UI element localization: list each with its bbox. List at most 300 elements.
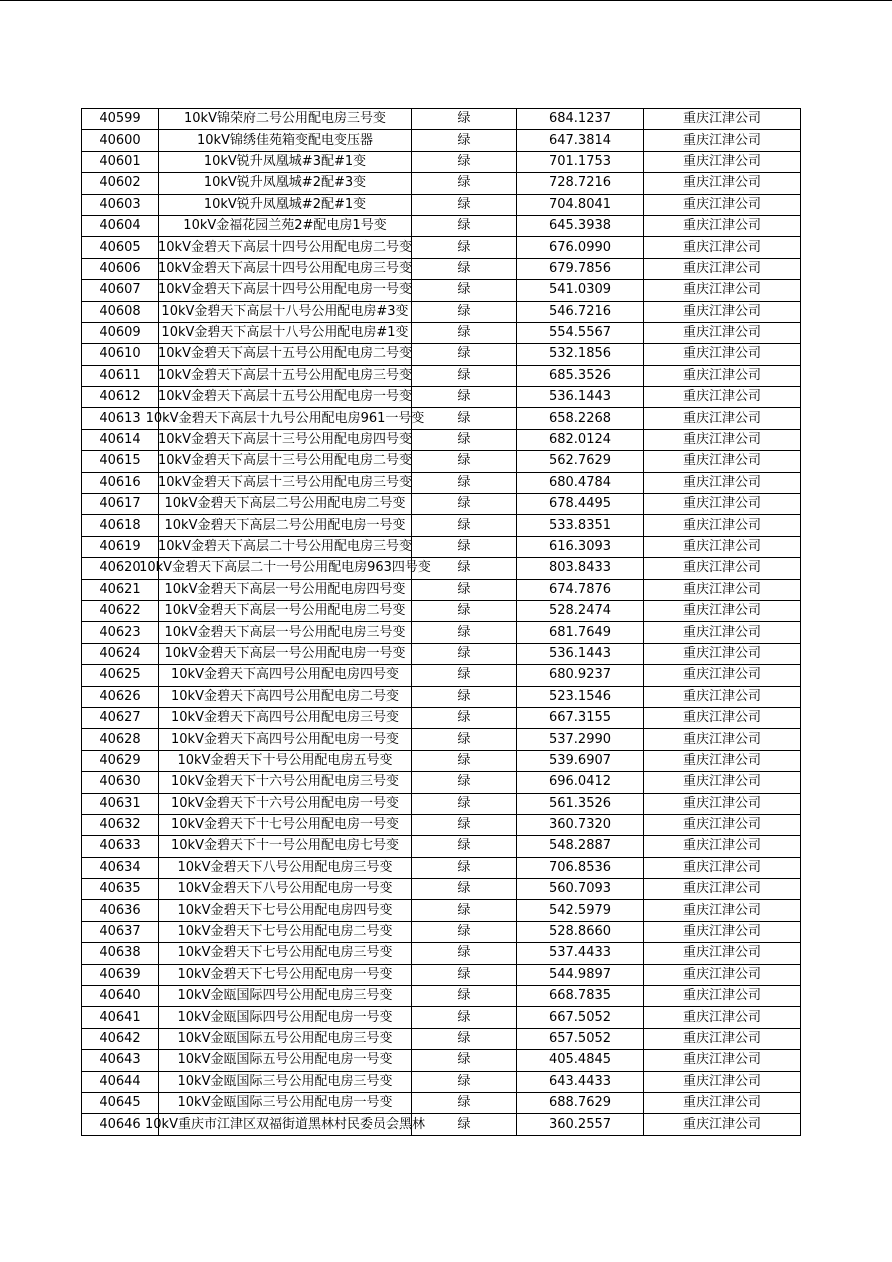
- row-value-cell-text: 676.0990: [548, 239, 612, 255]
- row-id-cell: [82, 515, 159, 536]
- row-name-cell: [159, 1071, 412, 1092]
- row-name-cell: [159, 964, 412, 985]
- row-value-cell-text: 548.2887: [548, 838, 612, 854]
- row-id-cell-text: 40638: [99, 945, 141, 961]
- row-name-cell: [159, 793, 412, 814]
- row-color-cell-text: 绿: [457, 496, 471, 512]
- row-id-cell-text: 40612: [99, 389, 141, 405]
- row-company-cell: [644, 408, 801, 429]
- row-company-cell: [644, 793, 801, 814]
- row-name-cell-text: 10kV金瓯国际五号公用配电房三号变: [177, 1030, 393, 1046]
- row-name-cell: [159, 1092, 412, 1113]
- row-id-cell-text: 40640: [99, 988, 141, 1004]
- row-id-cell: [82, 1092, 159, 1113]
- row-company-cell: [644, 387, 801, 408]
- row-color-cell-text: 绿: [457, 560, 471, 576]
- row-id-cell-text: 40604: [99, 218, 141, 234]
- row-color-cell-text: 绿: [457, 111, 471, 127]
- row-name-cell: [159, 109, 412, 130]
- row-id-cell: [82, 494, 159, 515]
- row-id-cell: [82, 964, 159, 985]
- row-value-cell: [517, 215, 644, 236]
- row-company-cell: [644, 344, 801, 365]
- row-company-cell: [644, 194, 801, 215]
- row-company-cell-text: 重庆江津公司: [682, 560, 761, 576]
- row-company-cell: [644, 1028, 801, 1049]
- row-name-cell: [159, 322, 412, 343]
- row-id-cell-text: 40618: [99, 517, 141, 533]
- row-color-cell-text: 绿: [457, 282, 471, 298]
- row-value-cell-text: 536.1443: [548, 389, 612, 405]
- row-value-cell: [517, 1050, 644, 1071]
- row-name-cell: [159, 280, 412, 301]
- row-id-cell-text: 40610: [99, 346, 141, 362]
- row-color-cell: [412, 280, 517, 301]
- table-row: [82, 750, 801, 771]
- row-value-cell-text: 523.1546: [548, 688, 612, 704]
- row-color-cell-text: 绿: [457, 1030, 471, 1046]
- row-value-cell: [517, 280, 644, 301]
- row-name-cell-text: 10kV金碧天下高层十四号公用配电房三号变: [158, 260, 412, 276]
- table-row: [82, 429, 801, 450]
- row-name-cell-text: 10kV金碧天下高层二十一号公用配电房963四号变: [139, 560, 431, 576]
- row-value-cell-text: 657.5052: [548, 1030, 612, 1046]
- row-color-cell-text: 绿: [457, 752, 471, 768]
- row-company-cell: [644, 280, 801, 301]
- row-id-cell-text: 40625: [99, 667, 141, 683]
- row-company-cell: [644, 558, 801, 579]
- row-name-cell-text: 10kV金碧天下十一号公用配电房七号变: [171, 838, 399, 854]
- row-color-cell-text: 绿: [457, 902, 471, 918]
- table-row: [82, 109, 801, 130]
- row-value-cell: [517, 964, 644, 985]
- row-id-cell-text: 40619: [99, 539, 141, 554]
- row-company-cell: [644, 686, 801, 707]
- row-company-cell-text: 重庆江津公司: [682, 859, 761, 875]
- row-company-cell-text: 重庆江津公司: [682, 945, 761, 961]
- row-value-cell: [517, 836, 644, 857]
- row-id-cell-text: 40633: [99, 838, 141, 854]
- row-company-cell: [644, 1071, 801, 1092]
- row-value-cell-text: 696.0412: [548, 774, 612, 790]
- row-id-cell-text: 40613: [99, 410, 141, 426]
- row-color-cell-text: 绿: [457, 881, 471, 897]
- table-row: [82, 494, 801, 515]
- row-color-cell: [412, 472, 517, 493]
- row-color-cell: [412, 130, 517, 151]
- row-company-cell-text: 重庆江津公司: [682, 1030, 761, 1046]
- row-company-cell-text: 重庆江津公司: [682, 752, 761, 768]
- row-color-cell-text: 绿: [457, 710, 471, 726]
- row-value-cell-text: 682.0124: [548, 432, 612, 448]
- row-id-cell: [82, 301, 159, 322]
- table-row: [82, 130, 801, 151]
- row-name-cell-text: 10kV金碧天下高四号公用配电房一号变: [171, 731, 399, 747]
- row-company-cell-text: 重庆江津公司: [682, 688, 761, 704]
- row-id-cell-text: 40644: [99, 1073, 141, 1089]
- row-company-cell: [644, 1092, 801, 1113]
- row-value-cell-text: 679.7856: [548, 260, 612, 276]
- row-company-cell: [644, 707, 801, 728]
- row-id-cell-text: 40611: [99, 367, 141, 383]
- row-name-cell-text: 10kV金碧天下十号公用配电房五号变: [177, 752, 393, 768]
- row-company-cell: [644, 515, 801, 536]
- row-color-cell: [412, 301, 517, 322]
- row-id-cell: [82, 130, 159, 151]
- row-value-cell-text: 528.2474: [548, 603, 612, 619]
- row-name-cell: [159, 515, 412, 536]
- row-company-cell-text: 重庆江津公司: [682, 1095, 761, 1111]
- row-id-cell: [82, 857, 159, 878]
- row-id-cell: [82, 879, 159, 900]
- row-company-cell-text: 重庆江津公司: [682, 410, 761, 426]
- row-value-cell: [517, 750, 644, 771]
- row-name-cell-text: 10kV重庆市江津区双福街道黑林村民委员会黑林: [145, 1116, 425, 1132]
- row-company-cell: [644, 451, 801, 472]
- row-name-cell: [145, 408, 425, 429]
- row-company-cell: [644, 986, 801, 1007]
- row-company-cell-text: 重庆江津公司: [682, 902, 761, 918]
- row-company-cell: [644, 258, 801, 279]
- row-value-cell: [517, 1007, 644, 1028]
- row-color-cell-text: 绿: [457, 945, 471, 961]
- row-company-cell: [644, 151, 801, 172]
- row-id-cell: [82, 1071, 159, 1092]
- row-name-cell-text: 10kV金碧天下高层一号公用配电房一号变: [164, 645, 406, 661]
- row-company-cell: [644, 879, 801, 900]
- row-company-cell: [644, 494, 801, 515]
- row-color-cell-text: 绿: [457, 838, 471, 854]
- row-id-cell: [82, 707, 159, 728]
- row-name-cell-text: 10kV金碧天下高层十八号公用配电房#3变: [161, 303, 409, 319]
- row-company-cell-text: 重庆江津公司: [682, 774, 761, 790]
- row-value-cell-text: 667.5052: [548, 1009, 612, 1025]
- row-color-cell: [412, 387, 517, 408]
- table-row: [82, 836, 801, 857]
- row-color-cell: [412, 258, 517, 279]
- row-company-cell: [644, 301, 801, 322]
- row-name-cell-text: 10kV金碧天下高层十五号公用配电房二号变: [158, 346, 412, 362]
- row-name-cell-text: 10kV金碧天下高层十三号公用配电房四号变: [158, 432, 412, 448]
- table-row: [82, 258, 801, 279]
- row-id-cell-text: 40615: [99, 453, 141, 469]
- row-value-cell-text: 645.3938: [548, 218, 612, 234]
- row-name-cell-text: 10kV金碧天下十六号公用配电房三号变: [171, 774, 399, 790]
- table-row: [82, 451, 801, 472]
- row-color-cell-text: 绿: [457, 817, 471, 833]
- row-company-cell-text: 重庆江津公司: [682, 389, 761, 405]
- row-id-cell-text: 40599: [99, 111, 141, 127]
- row-id-cell-text: 40614: [99, 432, 141, 448]
- row-company-cell-text: 重庆江津公司: [682, 795, 761, 811]
- row-id-cell-text: 40629: [99, 752, 141, 768]
- row-id-cell-text: 40645: [99, 1095, 141, 1111]
- row-id-cell: [82, 536, 159, 557]
- row-id-cell: [82, 365, 159, 386]
- row-name-cell: [159, 879, 412, 900]
- table-row: [82, 151, 801, 172]
- row-company-cell-text: 重庆江津公司: [682, 453, 761, 469]
- row-color-cell-text: 绿: [457, 603, 471, 619]
- row-name-cell-text: 10kV金碧天下七号公用配电房一号变: [177, 966, 393, 982]
- row-value-cell: [517, 793, 644, 814]
- table-row: [82, 622, 801, 643]
- row-company-cell: [644, 772, 801, 793]
- row-value-cell: [517, 451, 644, 472]
- row-value-cell: [517, 1071, 644, 1092]
- row-value-cell-text: 542.5979: [548, 902, 612, 918]
- row-color-cell-text: 绿: [457, 1009, 471, 1025]
- row-id-cell: [82, 814, 159, 835]
- row-value-cell-text: 701.1753: [548, 153, 612, 169]
- row-name-cell: [159, 237, 412, 258]
- row-id-cell: [82, 622, 159, 643]
- row-name-cell: [145, 1114, 425, 1135]
- row-name-cell-text: 10kV金碧天下七号公用配电房四号变: [177, 902, 393, 918]
- row-name-cell-text: 10kV锐升凤凰城#2配#1变: [203, 196, 367, 212]
- row-color-cell: [412, 1007, 517, 1028]
- row-name-cell: [159, 1028, 412, 1049]
- row-value-cell-text: 528.8660: [548, 924, 612, 940]
- row-value-cell: [517, 408, 644, 429]
- row-color-cell: [412, 1028, 517, 1049]
- row-company-cell-text: 重庆江津公司: [682, 325, 761, 341]
- row-value-cell-text: 544.9897: [548, 966, 612, 982]
- row-color-cell: [412, 772, 517, 793]
- row-id-cell: [82, 194, 159, 215]
- row-company-cell: [644, 472, 801, 493]
- row-value-cell: [517, 194, 644, 215]
- row-company-cell: [644, 643, 801, 664]
- row-value-cell-text: 728.7216: [548, 175, 612, 191]
- row-company-cell-text: 重庆江津公司: [682, 175, 761, 191]
- row-color-cell: [412, 408, 517, 429]
- row-name-cell: [159, 536, 412, 557]
- row-name-cell-text: 10kV金碧天下十七号公用配电房一号变: [171, 817, 399, 833]
- table-row: [82, 280, 801, 301]
- row-company-cell-text: 重庆江津公司: [682, 603, 761, 619]
- row-name-cell: [159, 750, 412, 771]
- row-id-cell-text: 40602: [99, 175, 141, 191]
- row-value-cell: [517, 515, 644, 536]
- row-name-cell-text: 10kV金碧天下高层一号公用配电房三号变: [164, 624, 406, 640]
- row-id-cell: [82, 109, 159, 130]
- row-name-cell: [159, 986, 412, 1007]
- row-id-cell-text: 40635: [99, 881, 141, 897]
- row-company-cell: [644, 215, 801, 236]
- row-company-cell-text: 重庆江津公司: [682, 624, 761, 640]
- row-company-cell: [644, 429, 801, 450]
- row-color-cell: [412, 900, 517, 921]
- row-id-cell-text: 40603: [99, 196, 141, 212]
- row-color-cell-text: 绿: [457, 453, 471, 469]
- row-name-cell-text: 10kV锐升凤凰城#3配#1变: [203, 153, 367, 169]
- row-id-cell-text: 40630: [99, 774, 141, 790]
- row-color-cell: [412, 451, 517, 472]
- row-value-cell-text: 360.7320: [548, 817, 612, 833]
- row-value-cell: [517, 151, 644, 172]
- row-color-cell: [412, 1071, 517, 1092]
- row-name-cell: [159, 772, 412, 793]
- row-name-cell-text: 10kV金碧天下高层二号公用配电房二号变: [164, 496, 406, 512]
- row-id-cell: [82, 643, 159, 664]
- row-value-cell-text: 560.7093: [548, 881, 612, 897]
- row-name-cell: [159, 1050, 412, 1071]
- row-company-cell-text: 重庆江津公司: [682, 239, 761, 255]
- row-value-cell: [517, 109, 644, 130]
- row-name-cell-text: 10kV金碧天下七号公用配电房二号变: [177, 924, 393, 940]
- row-value-cell: [517, 429, 644, 450]
- row-value-cell: [517, 344, 644, 365]
- row-company-cell-text: 重庆江津公司: [682, 988, 761, 1004]
- row-id-cell-text: 40601: [99, 153, 141, 169]
- row-value-cell: [517, 665, 644, 686]
- row-id-cell-text: 40605: [99, 239, 141, 255]
- row-color-cell-text: 绿: [457, 539, 471, 554]
- row-company-cell-text: 重庆江津公司: [682, 153, 761, 169]
- row-company-cell: [644, 600, 801, 621]
- row-name-cell-text: 10kV金碧天下八号公用配电房一号变: [177, 881, 393, 897]
- row-company-cell-text: 重庆江津公司: [682, 817, 761, 833]
- row-value-cell-text: 533.8351: [548, 517, 612, 533]
- row-company-cell: [644, 921, 801, 942]
- row-company-cell-text: 重庆江津公司: [682, 667, 761, 683]
- row-id-cell-text: 40624: [99, 645, 141, 661]
- row-company-cell: [644, 579, 801, 600]
- row-value-cell-text: 562.7629: [548, 453, 612, 469]
- table-row: [82, 579, 801, 600]
- row-name-cell: [159, 943, 412, 964]
- row-name-cell-text: 10kV金碧天下七号公用配电房三号变: [177, 945, 393, 961]
- row-id-cell-text: 40646: [99, 1116, 141, 1132]
- row-color-cell-text: 绿: [457, 325, 471, 341]
- row-name-cell: [159, 707, 412, 728]
- row-color-cell-text: 绿: [457, 474, 471, 490]
- row-id-cell-text: 40608: [99, 303, 141, 319]
- row-value-cell: [517, 558, 644, 579]
- row-color-cell-text: 绿: [457, 303, 471, 319]
- row-id-cell-text: 40631: [99, 795, 141, 811]
- row-value-cell-text: 803.8433: [548, 560, 612, 576]
- row-id-cell: [82, 665, 159, 686]
- table-row: [82, 793, 801, 814]
- row-id-cell-text: 40609: [99, 325, 141, 341]
- row-value-cell-text: 539.6907: [548, 752, 612, 768]
- row-name-cell: [159, 215, 412, 236]
- row-value-cell: [517, 622, 644, 643]
- row-color-cell: [412, 729, 517, 750]
- row-company-cell-text: 重庆江津公司: [682, 1009, 761, 1025]
- row-company-cell: [644, 365, 801, 386]
- row-color-cell-text: 绿: [457, 346, 471, 362]
- row-name-cell: [159, 472, 412, 493]
- table-row: [82, 921, 801, 942]
- row-company-cell: [644, 1114, 801, 1135]
- table-row: [82, 857, 801, 878]
- row-color-cell-text: 绿: [457, 859, 471, 875]
- row-value-cell: [517, 600, 644, 621]
- row-value-cell: [517, 921, 644, 942]
- row-company-cell: [644, 322, 801, 343]
- table-row: [82, 536, 801, 557]
- row-id-cell-text: 40620: [99, 560, 141, 576]
- row-color-cell: [412, 1092, 517, 1113]
- row-id-cell-text: 40617: [99, 496, 141, 512]
- row-id-cell-text: 40623: [99, 624, 141, 640]
- row-color-cell-text: 绿: [457, 389, 471, 405]
- row-value-cell-text: 667.3155: [548, 710, 612, 726]
- row-id-cell-text: 40621: [99, 581, 141, 597]
- row-company-cell: [644, 750, 801, 771]
- row-name-cell-text: 10kV金碧天下十六号公用配电房一号变: [171, 795, 399, 811]
- row-color-cell-text: 绿: [457, 988, 471, 1004]
- row-value-cell-text: 546.7216: [548, 303, 612, 319]
- row-value-cell: [517, 579, 644, 600]
- row-value-cell-text: 704.8041: [548, 196, 612, 212]
- row-color-cell: [412, 151, 517, 172]
- row-value-cell: [517, 879, 644, 900]
- row-company-cell: [644, 814, 801, 835]
- table-row: [82, 1050, 801, 1071]
- row-name-cell-text: 10kV锐升凤凰城#2配#3变: [203, 175, 367, 191]
- row-id-cell: [82, 387, 159, 408]
- row-id-cell-text: 40622: [99, 603, 141, 619]
- row-company-cell-text: 重庆江津公司: [682, 432, 761, 448]
- row-color-cell: [412, 750, 517, 771]
- row-color-cell-text: 绿: [457, 1116, 471, 1132]
- row-value-cell: [517, 258, 644, 279]
- row-name-cell-text: 10kV金碧天下高四号公用配电房三号变: [171, 710, 399, 726]
- table-row: [82, 1007, 801, 1028]
- row-id-cell-text: 40627: [99, 710, 141, 726]
- row-name-cell: [159, 686, 412, 707]
- row-value-cell: [517, 643, 644, 664]
- table-row: [82, 237, 801, 258]
- row-value-cell-text: 706.8536: [548, 859, 612, 875]
- table-row: [82, 814, 801, 835]
- table-row: [82, 729, 801, 750]
- row-value-cell: [517, 857, 644, 878]
- row-name-cell-text: 10kV金瓯国际三号公用配电房一号变: [177, 1095, 393, 1111]
- row-value-cell-text: 643.4433: [548, 1073, 612, 1089]
- row-id-cell-text: 40636: [99, 902, 141, 918]
- row-value-cell-text: 616.3093: [548, 539, 612, 554]
- row-color-cell: [412, 515, 517, 536]
- row-company-cell: [644, 857, 801, 878]
- table-row: [82, 1028, 801, 1049]
- row-name-cell: [159, 600, 412, 621]
- row-value-cell-text: 680.9237: [548, 667, 612, 683]
- row-name-cell-text: 10kV金碧天下高层十三号公用配电房三号变: [158, 474, 412, 490]
- row-name-cell: [159, 921, 412, 942]
- row-color-cell-text: 绿: [457, 688, 471, 704]
- row-color-cell-text: 绿: [457, 645, 471, 661]
- row-color-cell-text: 绿: [457, 731, 471, 747]
- row-id-cell-text: 40607: [99, 282, 141, 298]
- row-id-cell: [82, 429, 159, 450]
- row-name-cell-text: 10kV金碧天下高四号公用配电房二号变: [171, 688, 399, 704]
- table-row: [82, 665, 801, 686]
- row-id-cell-text: 40632: [99, 817, 141, 833]
- row-value-cell: [517, 365, 644, 386]
- row-value-cell-text: 537.2990: [548, 731, 612, 747]
- row-id-cell: [82, 900, 159, 921]
- row-company-cell-text: 重庆江津公司: [682, 474, 761, 490]
- row-name-cell: [159, 173, 412, 194]
- row-id-cell-text: 40628: [99, 731, 141, 747]
- table-row: [82, 943, 801, 964]
- row-id-cell-text: 40626: [99, 688, 141, 704]
